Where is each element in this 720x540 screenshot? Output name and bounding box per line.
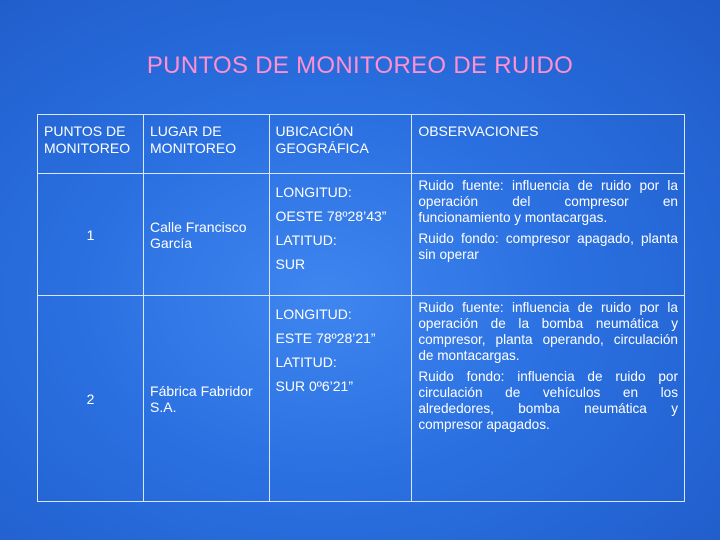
point-number: 1 xyxy=(38,174,144,296)
background-noise-text: Ruido fondo: influencia de ruido por circulación de vehículos en los alrededores, bomba neumática y compresor apagados. xyxy=(418,369,678,432)
longitude-value: OESTE 78º28’43” xyxy=(275,208,387,224)
point-number: 2 xyxy=(38,296,144,502)
geo-location xyxy=(269,174,412,296)
geo-location xyxy=(269,296,412,502)
table-row xyxy=(38,174,685,296)
latitude-value: SUR xyxy=(275,256,306,272)
longitude-label: LONGITUD: xyxy=(275,306,352,322)
observations xyxy=(412,296,685,502)
longitude-value: ESTE 78º28’21” xyxy=(275,330,376,346)
header-ubicacion: UBICACIÓN GEOGRÁFICA xyxy=(269,115,412,174)
location-name: Calle Francisco García xyxy=(144,174,270,296)
location-name: Fábrica Fabridor S.A. xyxy=(144,296,270,502)
longitude-label: LONGITUD: xyxy=(275,184,352,200)
noise-source-text: Ruido fuente: influencia de ruido por la operación de la bomba neumática y compresor, planta operando, circulación de montacargas. xyxy=(418,300,678,363)
header-observaciones: OBSERVACIONES xyxy=(412,115,685,174)
background-noise-text: Ruido fondo: compresor apagado, planta sin operar xyxy=(418,231,678,262)
observations xyxy=(412,174,685,296)
table-row xyxy=(38,296,685,502)
latitude-label: LATITUD: xyxy=(275,232,337,248)
slide-title: PUNTOS DE MONITOREO DE RUIDO xyxy=(146,52,574,79)
latitude-label: LATITUD: xyxy=(275,354,337,370)
table-header-row xyxy=(38,115,685,174)
monitoring-points-table xyxy=(37,114,685,502)
header-puntos: PUNTOS DE MONITOREO xyxy=(38,115,144,174)
header-lugar: LUGAR DE MONITOREO xyxy=(144,115,270,174)
latitude-value: SUR 0º6’21” xyxy=(275,378,353,394)
noise-source-text: Ruido fuente: influencia de ruido por la operación del compresor en funcionamiento y montacargas. xyxy=(418,178,678,225)
